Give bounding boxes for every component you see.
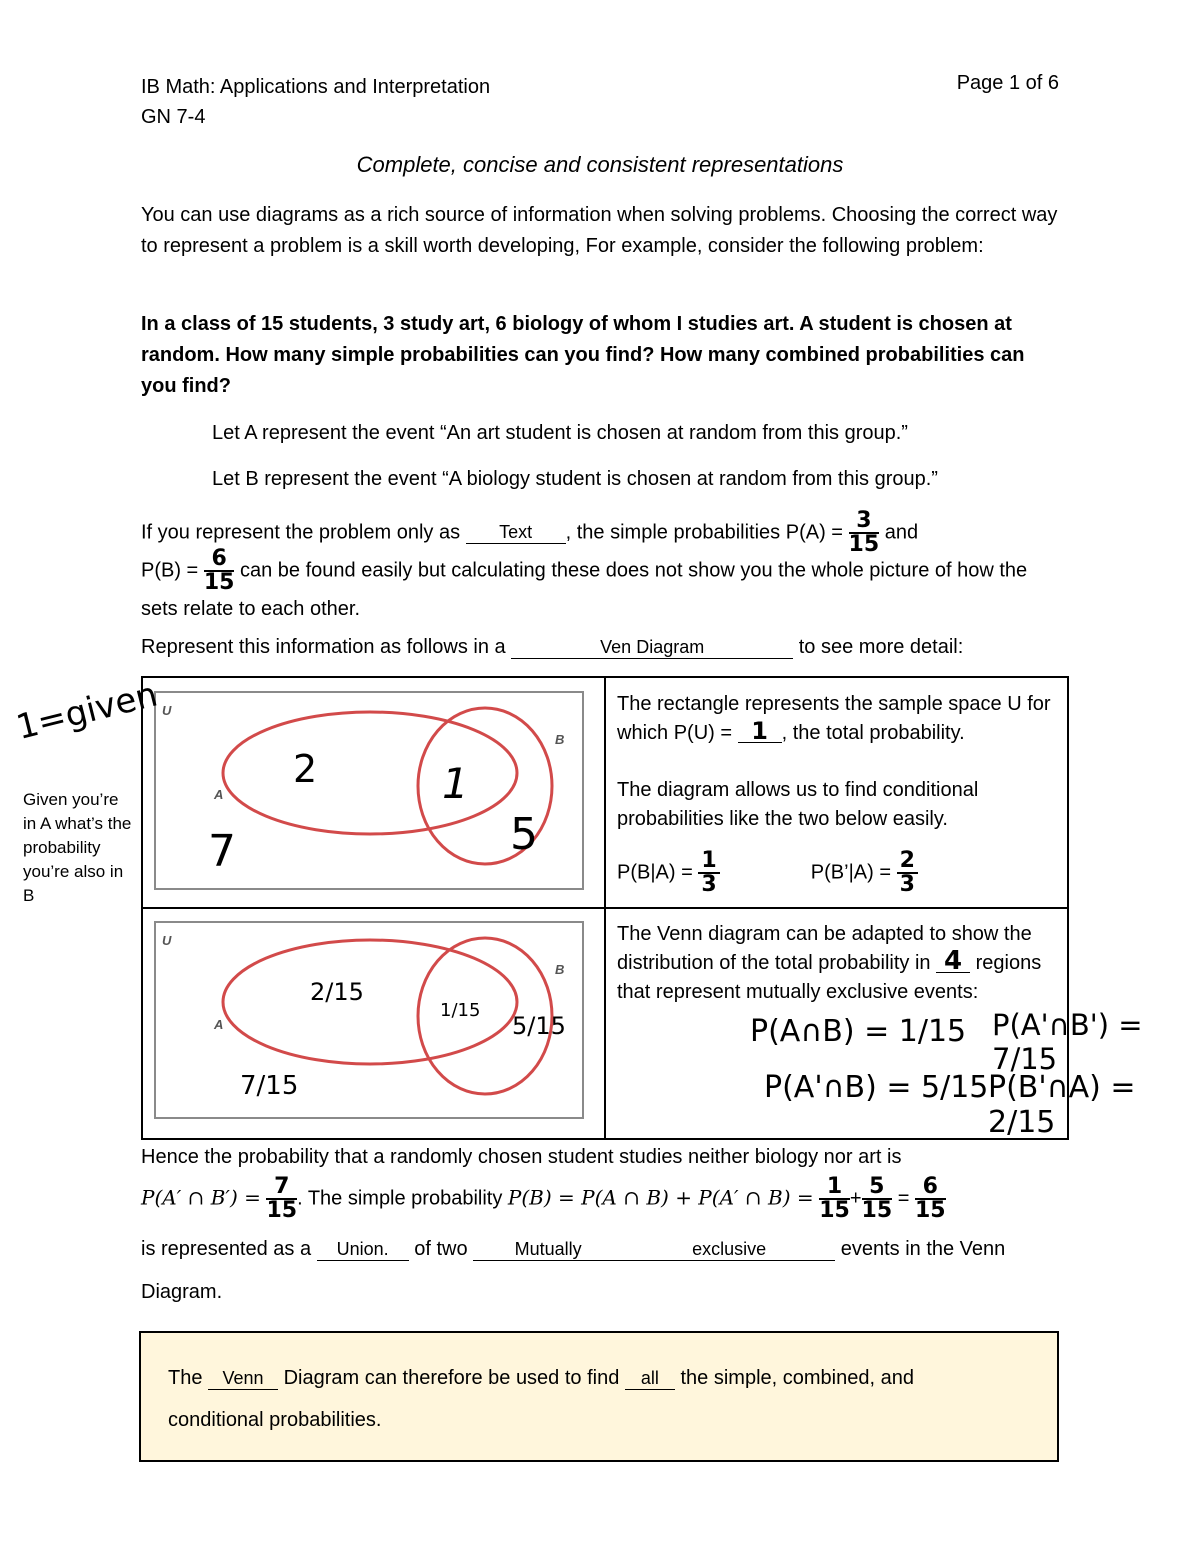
blank-venn: Venn (208, 1367, 278, 1390)
sum2-numerator: 5 (862, 1176, 893, 1200)
summary-line-2: conditional probabilities. (168, 1409, 382, 1431)
hence-text: Hence the probability that a randomly chosen student studies neither biology nor art is (141, 1146, 902, 1168)
event-not-a-and-b: P(A'∩B) = 5/15 (764, 1070, 989, 1105)
cell1-text-2: , the total probability. (781, 722, 965, 744)
pbna-denominator: 3 (899, 872, 915, 897)
prob-neither: 7/15 (240, 1071, 299, 1101)
simple-text-3: and (884, 521, 919, 544)
pba-numerator: 1 (698, 850, 719, 874)
sum1-numerator: 1 (819, 1176, 850, 1200)
neither-denominator: 15 (266, 1198, 298, 1223)
sum-fraction-1 (819, 1176, 850, 1222)
page-number: Page 1 of 6 (956, 72, 1059, 94)
simple-probabilities-line-2 (141, 548, 1061, 625)
pu-value: 1 (738, 720, 782, 743)
simple-text-1: If you represent the problem only as (141, 521, 461, 544)
count-neither: 7 (208, 826, 236, 877)
pb-denominator: 15 (203, 570, 235, 595)
union-text-3: events in the Venn (840, 1238, 1006, 1260)
blank-all: all (625, 1367, 675, 1390)
summary-text-2: Diagram can therefore be used to find (283, 1367, 620, 1389)
cell1-conditional: The diagram allows us to find conditional probabilities like the two below easily. (617, 779, 979, 830)
margin-given-note: 1=given (12, 674, 162, 748)
set-a-ellipse (223, 712, 517, 834)
pa-numerator: 3 (849, 510, 880, 534)
pb-sum-formula: P(B) = P(A ∩ B) + P(A′ ∩ B) = (507, 1185, 814, 1210)
cell1-text-1: The rectangle represents the sample space U for which P(U) = (617, 693, 1051, 744)
event-a-and-b: P(A∩B) = 1/15 (750, 1014, 967, 1049)
a-label: A (214, 1017, 224, 1032)
sum3-numerator: 6 (915, 1176, 946, 1200)
summary-line-1 (168, 1357, 1048, 1399)
problem-statement: In a class of 15 students, 3 study art, 6 biology of whom I studies art. A student is chosen at random. How many simple probabilities can you find? How many combined probabilities can you find? (141, 313, 1025, 397)
blank-diagram-type: Ven Diagram (511, 636, 793, 659)
pba-label: P(B|A) = (617, 861, 693, 884)
union-text-1: is represented as a (141, 1238, 312, 1260)
cell1-sample-space (617, 690, 1057, 748)
prob-both: 1/15 (440, 1000, 481, 1021)
represent-line (141, 632, 1061, 663)
blank-representation: Text (466, 521, 566, 544)
summary-text-3: the simple, combined, and (680, 1367, 914, 1389)
sum-fraction-3 (915, 1176, 946, 1222)
represent-text-2: to see more detail: (798, 636, 964, 658)
pbna-label: P(B’|A) = (810, 861, 891, 884)
hence-formula-line: P(A′ ∩ B′) = $\frac{7}{15}$ . The simple probability P(B) = P(A ∩ B) + P(A′ ∩ B) = $\frac{1}{15}$ + $\frac{5}{15}$ = $\frac{6}{15}$ (141, 1174, 946, 1223)
prob-only-b: 5/15 (512, 1012, 566, 1040)
simple-text-5: can be found easily but calculating these does not show you the whole picture of how the sets relate to each other. (141, 559, 1028, 620)
pa-denominator: 15 (848, 532, 880, 557)
prob-only-a: 2/15 (310, 978, 364, 1006)
blank-mutually: Mutually (473, 1238, 623, 1261)
simple-text-2: , the simple probabilities P(A) = (565, 521, 843, 544)
event-a-definition: Let A represent the event “An art student is chosen at random from this group.” (212, 422, 908, 444)
b-label: B (555, 962, 565, 977)
sum3-denominator: 15 (914, 1198, 946, 1223)
page-title: Complete, concise and consistent representations (356, 152, 844, 177)
cell2-distribution (617, 920, 1047, 1007)
sum-fraction-2 (862, 1176, 893, 1222)
count-only-b: 5 (510, 809, 538, 860)
u-label: U (162, 703, 172, 718)
margin-conditional-note: Given you’re in A what’s the probability you’re also in B (23, 790, 132, 905)
header-course (141, 72, 490, 132)
regions-count: 4 (936, 950, 970, 973)
course-code: GN 7-4 (141, 106, 206, 128)
venn-diagram-probabilities (150, 916, 590, 1126)
sum2-denominator: 15 (861, 1198, 893, 1223)
union-text-2: of two (414, 1238, 468, 1260)
table-divider-horizontal (141, 907, 1069, 909)
represent-text-1: Represent this information as follows in a (141, 636, 506, 658)
pba-denominator: 3 (701, 872, 717, 897)
intro-paragraph: You can use diagrams as a rich source of information when solving problems. Choosing the correct way to represent a problem is a skill worth developing, For example, consider the following problem: (141, 204, 1058, 257)
pb-numerator: 6 (204, 548, 235, 572)
cell1-conditional-examples (617, 850, 1057, 896)
blank-union: Union. (317, 1238, 409, 1261)
pbna-numerator: 2 (897, 850, 918, 874)
neither-formula: P(A′ ∩ B′) = (141, 1185, 261, 1210)
u-label: U (162, 933, 172, 948)
sum1-denominator: 15 (819, 1198, 850, 1223)
pba-fraction (698, 850, 719, 896)
count-both: 1 (442, 759, 469, 808)
course-title: IB Math: Applications and Interpretation (141, 76, 491, 98)
a-label: A (214, 787, 224, 802)
cell2-text-1: The Venn diagram can be adapted to show the distribution of the total probability in (617, 923, 1032, 974)
union-line (141, 1234, 1081, 1265)
hence-text-2: . The simple probability (297, 1187, 503, 1210)
count-only-a: 2 (293, 747, 318, 791)
pbna-fraction (897, 850, 918, 896)
neither-numerator: 7 (266, 1176, 297, 1200)
pb-fraction (204, 548, 235, 594)
event-b-definition: Let B represent the event “A biology student is chosen at random from this group.” (212, 468, 938, 490)
b-label: B (555, 732, 565, 747)
neither-fraction (266, 1176, 297, 1222)
venn-diagram-counts (150, 686, 590, 896)
summary-text-1: The (168, 1367, 203, 1389)
cell2-text-2: regions that represent mutually exclusive events: (617, 952, 1042, 1003)
blank-exclusive: exclusive (623, 1238, 835, 1261)
event-not-a-not-b: P(A'∩B') = 7/15 (992, 1008, 1143, 1076)
event-not-b-and-a: P(B'∩A) = 2/15 (988, 1070, 1136, 1140)
simple-text-4: P(B) = (141, 559, 199, 582)
union-text-4: Diagram. (141, 1281, 223, 1303)
